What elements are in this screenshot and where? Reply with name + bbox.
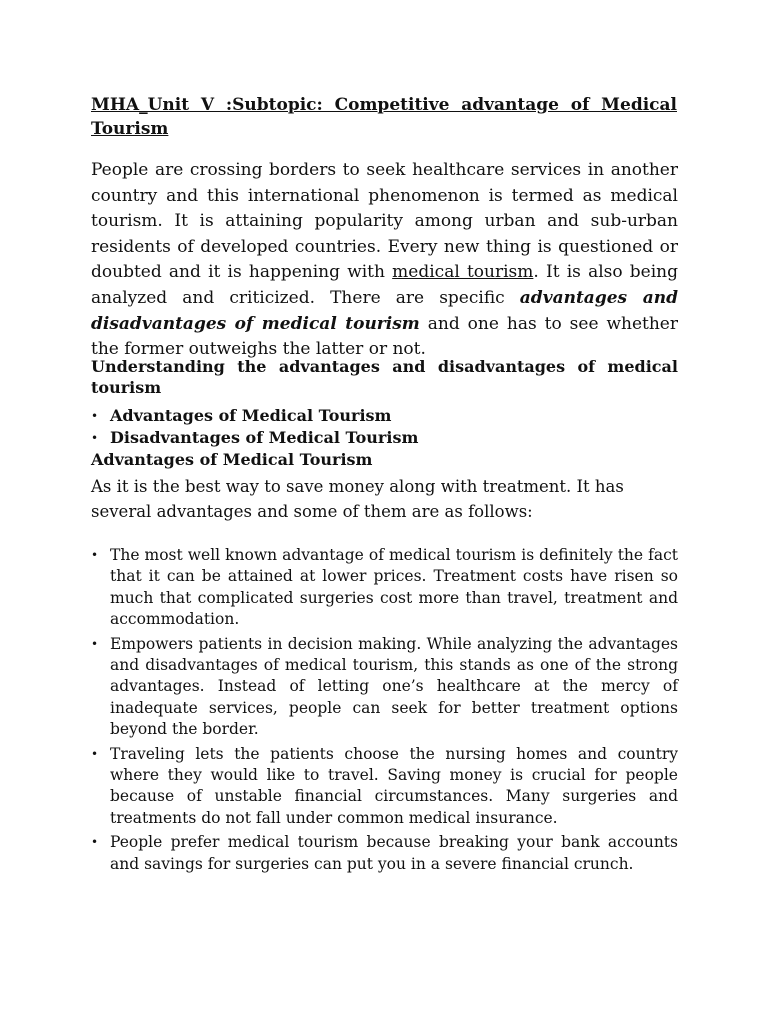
bullet-icon: • — [91, 746, 99, 761]
intro-paragraph — [91, 158, 678, 363]
intro-text-3: and one has to see whether the former outweighs the latter or not. — [91, 313, 678, 360]
intro-text-2: . It is also being analyzed and criticized. There are specific — [91, 262, 679, 308]
advantages-list — [91, 545, 678, 878]
bullet-icon: • — [91, 636, 99, 651]
bullet-icon: • — [91, 835, 99, 850]
list-item — [91, 545, 678, 631]
list-item — [91, 744, 678, 830]
list-item-text: People prefer medical tourism because breaking your bank accounts and savings for surgeries can put you in a severe financial crunch. — [110, 833, 678, 873]
toc-item-disadvantages[interactable]: • Disadvantages of Medical Tourism — [91, 427, 678, 449]
title-line-2: Tourism — [91, 119, 169, 139]
document-title — [91, 93, 677, 117]
toc-item-advantages[interactable]: • Advantages of Medical Tourism — [91, 405, 678, 427]
list-item-text: Traveling lets the patients choose the nursing homes and country where they would like to travel. Saving money is crucial for people because of unstable financial circumstances. Many surgeries and treatments do not fall under common medical insurance. — [110, 744, 678, 827]
advantages-heading: Advantages of Medical Tourism — [91, 450, 373, 469]
intro-text-1: People are crossing borders to seek healthcare services in another country and this international phenomenon is termed as medical tourism. It is attaining popularity among urban and sub-urban residents of developed countries. Every new thing is questioned or doubted and it is happening with — [91, 160, 678, 283]
list-item-text: Empowers patients in decision making. While analyzing the advantages and disadvantages of medical tourism, this stands as one of the strong advantages. Instead of letting one’s healthcare at the mercy of inadequate services, people can seek for better treatment options beyond the border. — [110, 634, 678, 739]
intro-emphasis: advantages and disadvantages of medical tourism — [91, 287, 678, 334]
toc-list — [91, 405, 678, 449]
medical-tourism-link[interactable]: medical tourism — [392, 262, 534, 283]
advantages-intro: As it is the best way to save money along with treatment. It has several advantages and some of them are as follows: — [91, 477, 624, 521]
list-item-text: The most well known advantage of medical tourism is definitely the fact that it can be attained at lower prices. Treatment costs have risen so much that complicated surgeries cost more than travel, treatment and accommodation. — [110, 546, 678, 629]
bullet-icon: • — [91, 548, 99, 562]
title-line-1: MHA_Unit V :Subtopic: Competitive advantage of Medical — [91, 95, 677, 115]
section-heading: Understanding the advantages and disadvantages of medical tourism — [91, 357, 678, 397]
list-item — [91, 634, 678, 741]
list-item — [91, 832, 678, 875]
